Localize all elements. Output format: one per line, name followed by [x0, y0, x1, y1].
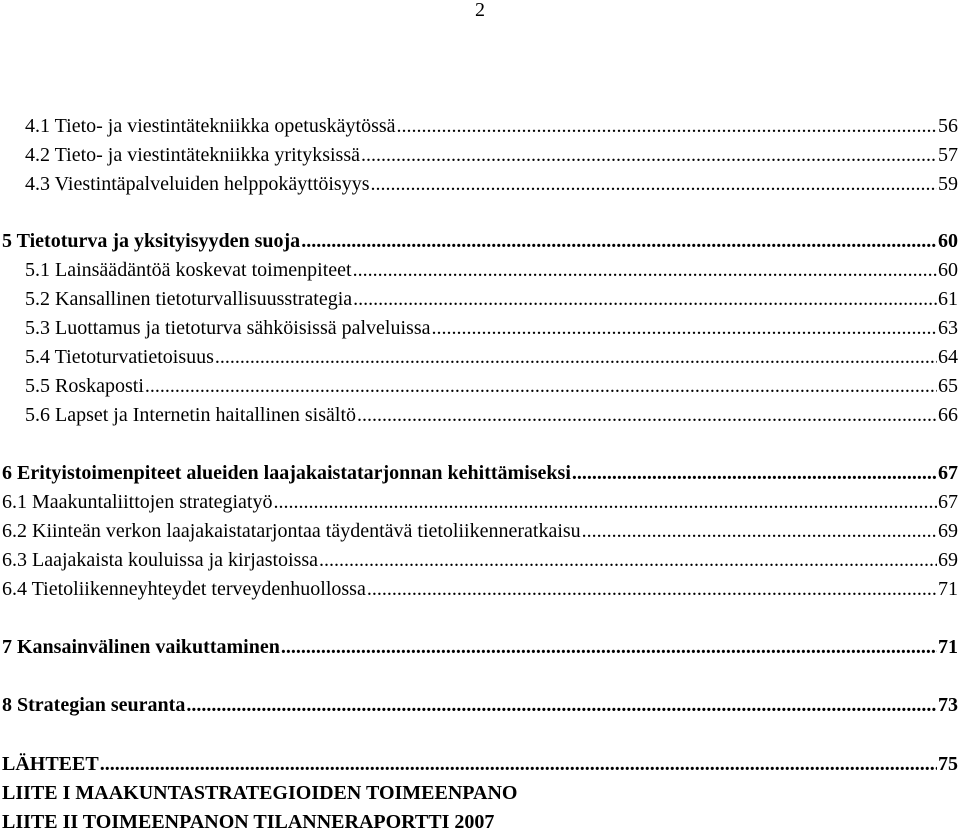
toc-entry-page: 67 [938, 491, 958, 513]
toc-entry-page: 56 [938, 115, 958, 137]
toc-leader-dots [432, 316, 938, 340]
toc-entry-page: 63 [938, 317, 958, 339]
toc-entry-title: 6.3 Laajakaista kouluissa ja kirjastoissa [2, 549, 319, 571]
toc-leader-dots [367, 577, 937, 601]
toc-entry-page: 73 [938, 694, 958, 716]
toc-entry-title: 5.1 Lainsäädäntöä koskevat toimenpiteet [25, 259, 352, 281]
toc-leader-dots [100, 752, 937, 776]
toc-entry-title: 8 Strategian seuranta [2, 694, 186, 716]
toc-leader-dots [281, 635, 937, 659]
toc-entry-page: 75 [938, 753, 958, 775]
toc-entry-title: 5.4 Tietoturvatietoisuus [25, 346, 214, 368]
toc-leader-dots [186, 693, 937, 717]
page-number: 2 [475, 0, 485, 21]
toc-entry-5-6[interactable] [25, 403, 958, 427]
toc-entry-title: 4.3 Viestintäpalveluiden helppokäyttöisyys [25, 173, 370, 195]
toc-entry-title: 5.5 Roskaposti [25, 375, 144, 397]
toc-leader-dots [215, 345, 937, 369]
toc-entry-lahteet[interactable] [2, 752, 958, 776]
toc-entry-5-4[interactable] [25, 345, 958, 369]
toc-entry-title: 5.3 Luottamus ja tietoturva sähköisissä palveluissa [25, 317, 431, 339]
toc-entry-page: 67 [938, 462, 958, 484]
toc-entry-title: 5 Tietoturva ja yksityisyyden suoja [2, 230, 301, 252]
toc-leader-dots [582, 519, 937, 543]
toc-entry-5-2[interactable] [25, 287, 958, 311]
toc-entry-title: 6 Erityistoimenpiteet alueiden laajakaistatarjonnan kehittämiseksi [2, 462, 571, 484]
toc-leader-dots [572, 461, 937, 485]
toc-leader-dots [274, 490, 938, 514]
toc-entry-6-3[interactable] [2, 548, 958, 572]
toc-entry-page: 60 [938, 230, 958, 252]
toc-entry-6-2[interactable] [2, 519, 958, 543]
toc-entry-page: 71 [938, 636, 958, 658]
toc-leader-dots [397, 114, 937, 138]
toc-entry-title: LIITE II TOIMEENPANON TILANNERAPORTTI 2007 [2, 811, 495, 833]
toc-entry-4-3[interactable] [25, 172, 958, 196]
toc-entry-title: 5.6 Lapset ja Internetin haitallinen sisältö [25, 404, 357, 426]
toc-leader-dots [361, 143, 937, 167]
toc-leader-dots [353, 258, 937, 282]
toc-entry-5-3[interactable] [25, 316, 958, 340]
toc-entry-6-1[interactable] [2, 490, 958, 514]
toc-entry-page: 64 [938, 346, 958, 368]
toc-entry-title: 6.1 Maakuntaliittojen strategiatyö [2, 491, 273, 513]
toc-leader-dots [145, 374, 937, 398]
toc-entry-liite-2[interactable] [2, 810, 494, 834]
toc-entry-7[interactable] [2, 635, 958, 659]
toc-leader-dots [357, 403, 937, 427]
toc-entry-page: 71 [938, 578, 958, 600]
toc-entry-page: 61 [938, 288, 958, 310]
toc-entry-page: 57 [938, 144, 958, 166]
toc-entry-liite-1[interactable] [2, 781, 517, 805]
toc-leader-dots [319, 548, 937, 572]
toc-entry-page: 59 [938, 173, 958, 195]
toc-entry-5[interactable] [2, 229, 958, 253]
toc-entry-title: LÄHTEET [2, 753, 99, 775]
toc-entry-title: 6.4 Tietoliikenneyhteydet terveydenhuollossa [2, 578, 366, 600]
toc-leader-dots [301, 229, 937, 253]
toc-entry-title: 5.2 Kansallinen tietoturvallisuusstrategia [25, 288, 353, 310]
toc-entry-title: 4.1 Tieto- ja viestintätekniikka opetuskäytössä [25, 115, 396, 137]
toc-entry-title: 6.2 Kiinteän verkon laajakaistatarjontaa täydentävä tietoliikenneratkaisu [2, 520, 581, 542]
toc-entry-5-5[interactable] [25, 374, 958, 398]
toc-entry-8[interactable] [2, 693, 958, 717]
toc-entry-4-2[interactable] [25, 143, 958, 167]
toc-entry-5-1[interactable] [25, 258, 958, 282]
toc-entry-6-4[interactable] [2, 577, 958, 601]
toc-entry-page: 65 [938, 375, 958, 397]
toc-entry-title: LIITE I MAAKUNTASTRATEGIOIDEN TOIMEENPANO [2, 782, 518, 804]
toc-entry-page: 66 [938, 404, 958, 426]
toc-leader-dots [371, 172, 938, 196]
toc-entry-title: 7 Kansainvälinen vaikuttaminen [2, 636, 280, 658]
toc-entry-6[interactable] [2, 461, 958, 485]
toc-entry-title: 4.2 Tieto- ja viestintätekniikka yrityksissä [25, 144, 360, 166]
toc-entry-page: 60 [938, 259, 958, 281]
toc-entry-4-1[interactable] [25, 114, 958, 138]
toc-leader-dots [353, 287, 937, 311]
toc-entry-page: 69 [938, 520, 958, 542]
toc-entry-page: 69 [938, 549, 958, 571]
